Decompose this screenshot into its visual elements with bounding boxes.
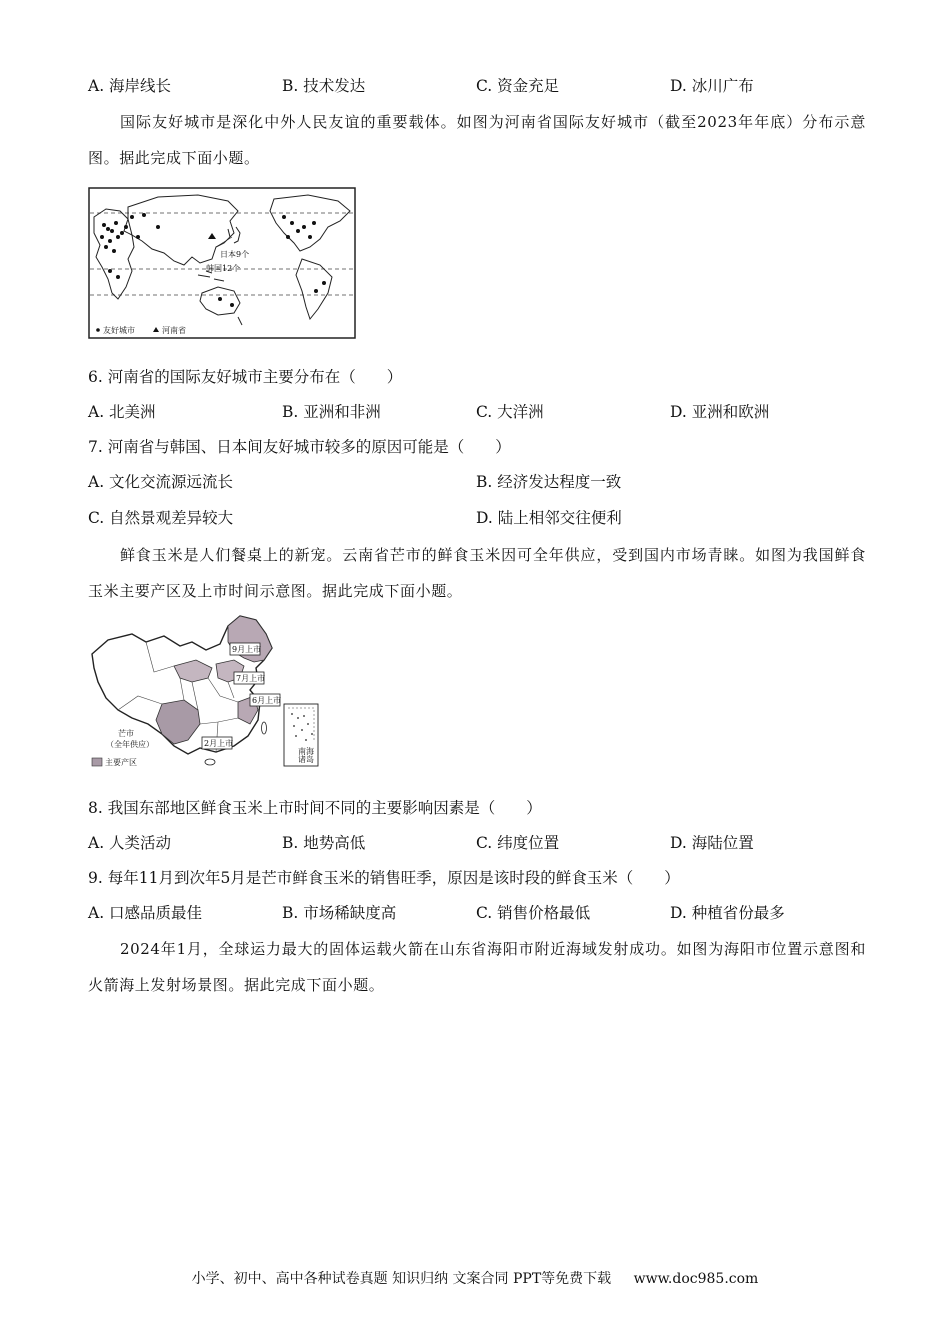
q7-option-d[interactable]: D. 陆上相邻交往便利 xyxy=(476,509,622,527)
label-february: 2月上市 xyxy=(204,739,234,748)
legend-henan: 河南省 xyxy=(162,326,186,335)
label-mangshi: 芒市 xyxy=(118,729,134,738)
world-map-svg xyxy=(88,187,356,339)
q5-option-c[interactable]: C. 资金充足 xyxy=(476,77,560,95)
label-nanhai-1: 南海 xyxy=(298,747,314,756)
q6-option-c[interactable]: C. 大洋洲 xyxy=(476,403,544,421)
intro-text-1: 国际友好城市是深化中外人民友谊的重要载体。如图为河南省国际友好城市（截至2023年年底）分布示意图。据此完成下面小题。 xyxy=(88,113,866,167)
label-korea: 韩国12个 xyxy=(206,264,241,273)
q8-stem: 8. 我国东部地区鲜食玉米上市时间不同的主要影响因素是（ ） xyxy=(88,799,542,817)
intro-paragraph-3 xyxy=(88,931,866,1003)
q7-option-b[interactable]: B. 经济发达程度一致 xyxy=(476,473,622,491)
q7-options-row-1 xyxy=(88,469,868,495)
q9-option-c[interactable]: C. 销售价格最低 xyxy=(476,904,591,922)
legend-city: 友好城市 xyxy=(103,326,135,335)
page-footer xyxy=(0,1268,950,1288)
q9-option-b[interactable]: B. 市场稀缺度高 xyxy=(282,904,397,922)
legend-main-area: 主要产区 xyxy=(105,758,137,767)
footer-text: 小学、初中、高中各种试卷真题 知识归纳 文案合同 PPT等免费下载 xyxy=(191,1271,612,1287)
label-september: 9月上市 xyxy=(232,645,262,654)
intro-paragraph-2 xyxy=(88,537,866,609)
q7-option-c[interactable]: C. 自然景观差异较大 xyxy=(88,509,234,527)
intro-text-2: 鲜食玉米是人们餐桌上的新宠。云南省芒市的鲜食玉米因可全年供应，受到国内市场青睐。如图为我国鲜食玉米主要产区及上市时间示意图。据此完成下面小题。 xyxy=(88,546,866,600)
q5-option-b[interactable]: B. 技术发达 xyxy=(282,77,366,95)
q9-options xyxy=(88,900,868,926)
q5-option-d[interactable]: D. 冰川广布 xyxy=(670,77,754,95)
q7-stem: 7. 河南省与韩国、日本间友好城市较多的原因可能是（ ） xyxy=(88,438,511,456)
q8-option-b[interactable]: B. 地势高低 xyxy=(282,834,366,852)
label-nanhai-2: 诸岛 xyxy=(298,755,314,764)
world-friendly-cities-map xyxy=(88,187,356,339)
label-june: 6月上市 xyxy=(252,696,282,705)
china-map-svg xyxy=(88,612,324,770)
q5-options xyxy=(88,73,868,99)
q6-options xyxy=(88,399,868,425)
q9-stem: 9. 每年11月到次年5月是芒市鲜食玉米的销售旺季，原因是该时段的鲜食玉米（ ） xyxy=(88,869,680,887)
q8-option-d[interactable]: D. 海陆位置 xyxy=(670,834,754,852)
q6-stem: 6. 河南省的国际友好城市主要分布在（ ） xyxy=(88,368,403,386)
q9-option-a[interactable]: A. 口感品质最佳 xyxy=(88,904,203,922)
footer-url-link[interactable]: www.doc985.com xyxy=(633,1271,759,1287)
q6-option-b[interactable]: B. 亚洲和非洲 xyxy=(282,403,381,421)
q7-option-a[interactable]: A. 文化交流源远流长 xyxy=(88,473,234,491)
intro-text-3: 2024年1月，全球运力最大的固体运载火箭在山东省海阳市附近海域发射成功。如图为海阳市位置示意图和火箭海上发射场景图。据此完成下面小题。 xyxy=(88,940,866,994)
legend-dot-icon xyxy=(96,328,100,332)
q8-option-c[interactable]: C. 纬度位置 xyxy=(476,834,560,852)
china-corn-map xyxy=(88,612,324,770)
label-all-year: （全年供应） xyxy=(106,740,154,749)
q8-option-a[interactable]: A. 人类活动 xyxy=(88,834,172,852)
label-japan: 日本9个 xyxy=(220,250,250,259)
q5-option-a[interactable]: A. 海岸线长 xyxy=(88,77,172,95)
q9-option-d[interactable]: D. 种植省份最多 xyxy=(670,904,785,922)
intro-paragraph-1 xyxy=(88,104,866,176)
label-july: 7月上市 xyxy=(236,674,266,683)
legend-swatch xyxy=(92,758,102,766)
q6-option-a[interactable]: A. 北美洲 xyxy=(88,403,156,421)
q7-options-row-2 xyxy=(88,505,868,531)
q6-option-d[interactable]: D. 亚洲和欧洲 xyxy=(670,403,770,421)
q8-options xyxy=(88,830,868,856)
